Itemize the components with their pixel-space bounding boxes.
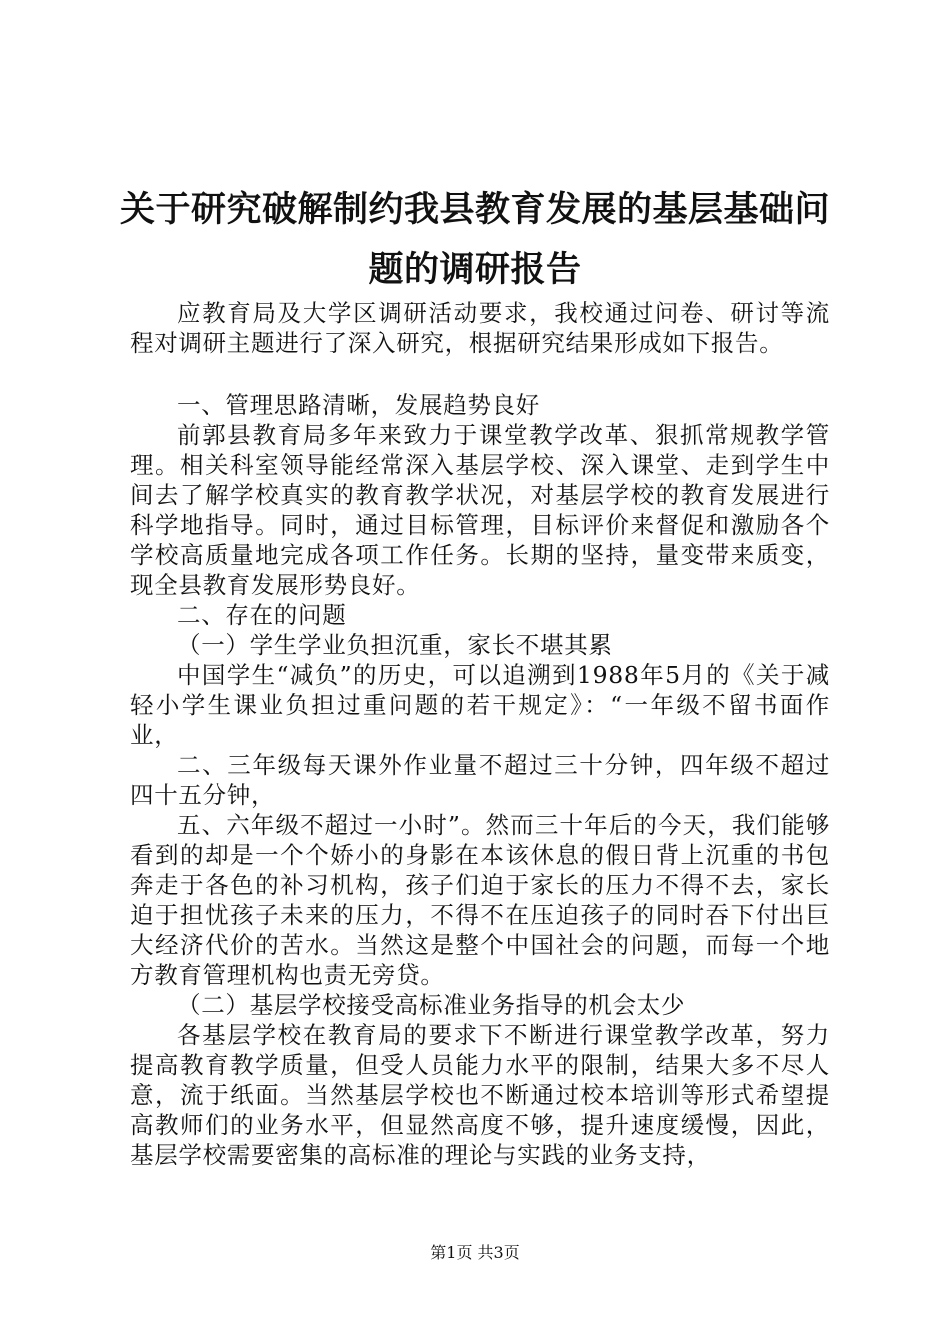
page-number-footer: 第1页 共3页: [430, 1243, 520, 1262]
intro-paragraph: 应教育局及大学区调研活动要求，我校通过问卷、研讨等流程对调研主题进行了深入研究，根据研究结果形成如下报告。: [130, 299, 830, 357]
subsection-2-paragraph-1: 各基层学校在教育局的要求下不断进行课堂教学改革，努力提高教育教学质量，但受人员能力水平的限制，结果大多不尽人意，流于纸面。当然基层学校也不断通过校本培训等形式希望提高教师们的业务水平，但显然高度不够，提升速度缓慢，因此，基层学校需要密集的高标准的理论与实践的业务支持，: [130, 1021, 830, 1169]
section-1-paragraph: 前郭县教育局多年来致力于课堂教学改革、狠抓常规教学管理。相关科室领导能经常深入基层学校、深入课堂、走到学生中间去了解学校真实的教育教学状况，对基层学校的教育发展进行科学地指导。同时，通过目标管理，目标评价来督促和激励各个学校高质量地完成各项工作任务。长期的坚持，量变带来质变，现全县教育发展形势良好。: [130, 421, 830, 599]
paragraph-gap: [130, 358, 830, 388]
subsection-1-heading: （一）学生学业负担沉重，家长不堪其累: [177, 631, 613, 659]
document-body: [130, 298, 830, 1170]
document-title-line-1: 关于研究破解制约我县教育发展的基层基础问: [120, 189, 831, 230]
subsection-2-heading: （二）基层学校接受高标准业务指导的机会太少: [177, 991, 686, 1019]
subsection-1-paragraph-3: 五、六年级不超过一小时”。然而三十年后的今天，我们能够看到的却是一个个娇小的身影在本该休息的假日背上沉重的书包奔走于各色的补习机构，孩子们迫于家长的压力不得不去，家长迫于担忧孩子未来的压力，不得不在压迫孩子的同时吞下付出巨大经济代价的苦水。当然这是整个中国社会的问题，而每一个地方教育管理机构也责无旁贷。: [130, 811, 830, 989]
document-title-line-2: 题的调研报告: [368, 249, 582, 290]
subsection-1-paragraph-1: 中国学生“减负”的历史，可以追溯到1988年5月的《关于减轻小学生课业负担过重问题的若干规定》：“一年级不留书面作业，: [130, 661, 830, 749]
section-1-heading: 一、管理思路清晰，发展趋势良好: [177, 391, 540, 419]
subsection-1-paragraph-2: 二、三年级每天课外作业量不超过三十分钟，四年级不超过四十五分钟，: [130, 751, 830, 809]
section-2-heading: 二、存在的问题: [177, 601, 347, 629]
